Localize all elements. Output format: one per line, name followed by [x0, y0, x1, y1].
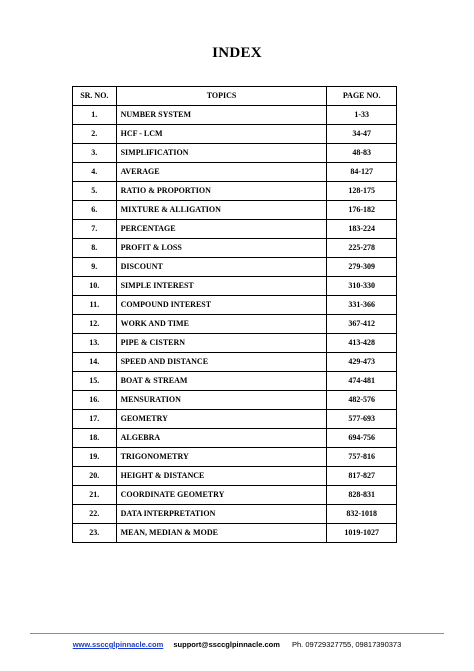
row-topic: NUMBER SYSTEM: [116, 106, 327, 125]
row-sr-no: 3.: [73, 144, 117, 163]
row-topic: COMPOUND INTEREST: [116, 296, 327, 315]
row-topic: HCF - LCM: [116, 125, 327, 144]
table-row: [73, 258, 397, 277]
row-sr-no: 19.: [73, 448, 117, 467]
row-page-no: 84-127: [327, 163, 397, 182]
row-sr-no: 5.: [73, 182, 117, 201]
row-sr-no: 23.: [73, 524, 117, 543]
table-header-row: [73, 87, 397, 106]
table-row: [73, 144, 397, 163]
table-row: [73, 220, 397, 239]
row-topic: MENSURATION: [116, 391, 327, 410]
row-page-no: 48-83: [327, 144, 397, 163]
row-sr-no: 6.: [73, 201, 117, 220]
row-sr-no: 16.: [73, 391, 117, 410]
row-page-no: 832-1018: [327, 505, 397, 524]
page-title: INDEX: [212, 45, 262, 61]
table-row: [73, 182, 397, 201]
row-page-no: 429-473: [327, 353, 397, 372]
table-row: [73, 277, 397, 296]
row-sr-no: 17.: [73, 410, 117, 429]
support-email: support@ssccglpinnacle.com: [173, 640, 280, 649]
row-sr-no: 7.: [73, 220, 117, 239]
row-page-no: 128-175: [327, 182, 397, 201]
row-page-no: 1019-1027: [327, 524, 397, 543]
footer-divider: [30, 633, 444, 634]
row-topic: SIMPLE INTEREST: [116, 277, 327, 296]
row-topic: PROFIT & LOSS: [116, 239, 327, 258]
row-topic: HEIGHT & DISTANCE: [116, 467, 327, 486]
row-page-no: 310-330: [327, 277, 397, 296]
row-page-no: 225-278: [327, 239, 397, 258]
row-topic: MEAN, MEDIAN & MODE: [116, 524, 327, 543]
row-page-no: 817-827: [327, 467, 397, 486]
row-sr-no: 20.: [73, 467, 117, 486]
table-row: [73, 201, 397, 220]
row-page-no: 183-224: [327, 220, 397, 239]
row-topic: PIPE & CISTERN: [116, 334, 327, 353]
row-sr-no: 2.: [73, 125, 117, 144]
table-row: [73, 353, 397, 372]
row-page-no: 1-33: [327, 106, 397, 125]
header-topics: TOPICS: [116, 87, 327, 106]
row-page-no: 331-366: [327, 296, 397, 315]
row-sr-no: 12.: [73, 315, 117, 334]
row-topic: SPEED AND DISTANCE: [116, 353, 327, 372]
row-sr-no: 4.: [73, 163, 117, 182]
table-row: [73, 296, 397, 315]
header-sr-no: SR. NO.: [73, 87, 117, 106]
table-row: [73, 505, 397, 524]
row-sr-no: 14.: [73, 353, 117, 372]
row-page-no: 474-481: [327, 372, 397, 391]
row-page-no: 828-831: [327, 486, 397, 505]
row-page-no: 176-182: [327, 201, 397, 220]
row-page-no: 34-47: [327, 125, 397, 144]
row-topic: DATA INTERPRETATION: [116, 505, 327, 524]
row-sr-no: 10.: [73, 277, 117, 296]
index-table: [72, 86, 397, 543]
row-topic: RATIO & PROPORTION: [116, 182, 327, 201]
table-row: [73, 372, 397, 391]
row-topic: WORK AND TIME: [116, 315, 327, 334]
row-topic: COORDINATE GEOMETRY: [116, 486, 327, 505]
website-link[interactable]: www.ssccglpinnacle.com: [72, 640, 164, 649]
row-topic: BOAT & STREAM: [116, 372, 327, 391]
row-page-no: 367-412: [327, 315, 397, 334]
row-sr-no: 22.: [73, 505, 117, 524]
table-row: [73, 467, 397, 486]
table-row: [73, 524, 397, 543]
row-page-no: 577-693: [327, 410, 397, 429]
table-row: [73, 125, 397, 144]
table-row: [73, 448, 397, 467]
row-sr-no: 9.: [73, 258, 117, 277]
row-topic: AVERAGE: [116, 163, 327, 182]
table-row: [73, 391, 397, 410]
row-sr-no: 21.: [73, 486, 117, 505]
row-sr-no: 1.: [73, 106, 117, 125]
row-topic: ALGEBRA: [116, 429, 327, 448]
row-topic: PERCENTAGE: [116, 220, 327, 239]
row-sr-no: 8.: [73, 239, 117, 258]
row-sr-no: 11.: [73, 296, 117, 315]
row-sr-no: 13.: [73, 334, 117, 353]
row-page-no: 482-576: [327, 391, 397, 410]
row-topic: DISCOUNT: [116, 258, 327, 277]
row-page-no: 279-309: [327, 258, 397, 277]
header-page-no: PAGE NO.: [327, 87, 397, 106]
index-table-body: [73, 106, 397, 543]
table-row: [73, 486, 397, 505]
row-topic: GEOMETRY: [116, 410, 327, 429]
row-sr-no: 18.: [73, 429, 117, 448]
row-page-no: 694-756: [327, 429, 397, 448]
table-row: [73, 410, 397, 429]
table-row: [73, 429, 397, 448]
row-sr-no: 15.: [73, 372, 117, 391]
row-topic: TRIGONOMETRY: [116, 448, 327, 467]
table-row: [73, 334, 397, 353]
table-row: [73, 315, 397, 334]
table-row: [73, 239, 397, 258]
row-page-no: 757-816: [327, 448, 397, 467]
row-topic: SIMPLIFICATION: [116, 144, 327, 163]
page-footer: [0, 640, 474, 649]
table-row: [73, 106, 397, 125]
row-page-no: 413-428: [327, 334, 397, 353]
table-row: [73, 163, 397, 182]
phone-numbers: Ph. 09729327755, 09817390373: [292, 640, 402, 649]
row-topic: MIXTURE & ALLIGATION: [116, 201, 327, 220]
